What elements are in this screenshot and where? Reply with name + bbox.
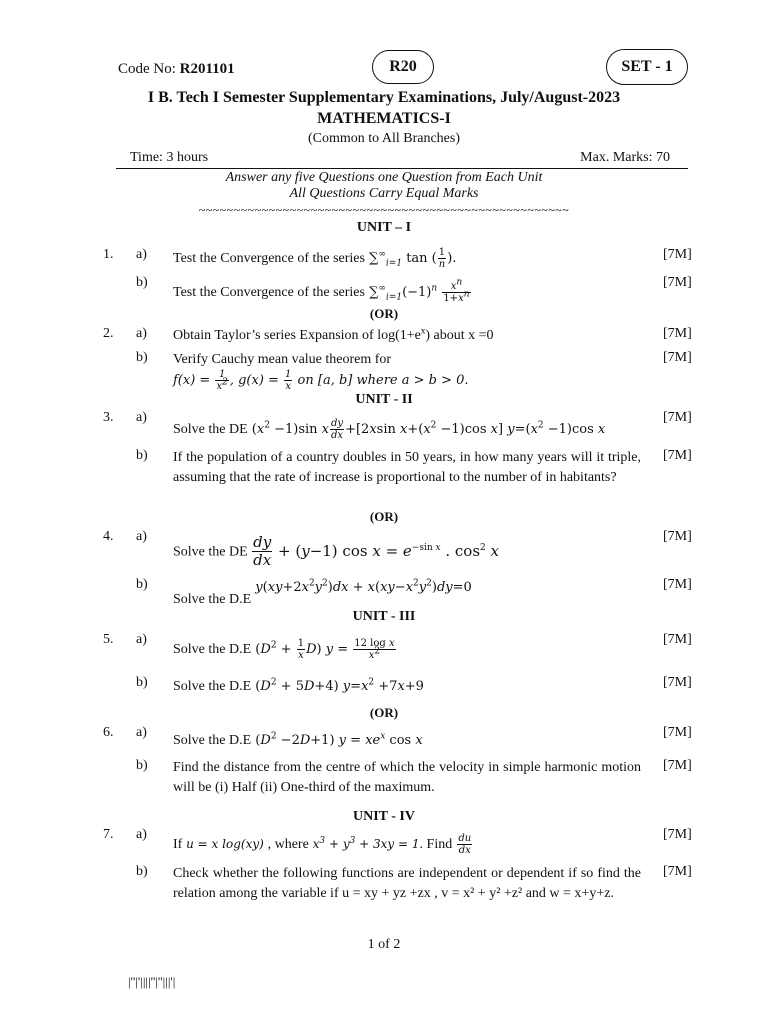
or-separator: (OR) (369, 705, 399, 720)
barcode: |''|'||||''|''|||'| (128, 974, 176, 989)
question-number: 5. (103, 632, 114, 647)
part-label: a) (136, 247, 147, 262)
part-label: a) (136, 326, 147, 341)
code-number: Code No: R201101 (118, 61, 235, 77)
question-1b: Test the Convergence of the series $\sum^\infty_{i=1}(-1)^n$ $\frac{x^n}{1+x^n}$ (173, 277, 470, 304)
part-label: b) (136, 350, 148, 365)
marks-badge: [7M] (663, 326, 692, 341)
marks-badge: [7M] (663, 725, 692, 740)
part-label: b) (136, 758, 148, 773)
question-5a: Solve the D.E ($D^2$ + $\frac{1}{x}$ D) y = $\frac{\text{12 log x}}{x^2}$ (173, 638, 395, 661)
question-number: 7. (103, 827, 114, 842)
instruction-line-2: All Questions Carry Equal Marks (289, 186, 479, 201)
question-number: 2. (103, 326, 114, 341)
exam-title: I B. Tech I Semester Supplementary Examinations, July/August-2023 (147, 89, 621, 106)
marks-badge: [7M] (663, 410, 692, 425)
question-7a: If u = x log(xy) , where $x^3 + y^3 + 3xy = 1$. Find $\frac{du}{dx}$ (173, 833, 472, 856)
question-3a: Solve the DE $(x^2 -1)\sin$ x $\frac{dy}{dx}$ +[2xsin $x+(x^2 -1)\cos$ x] $y=(x^2 -1)\cos$ x (173, 418, 606, 441)
question-3b: If the population of a country doubles in 50 years, in how many years will it triple, assuming that the rate of increase is proportional to the number of in habitants? (173, 450, 641, 485)
time-label: Time: 3 hours (130, 150, 209, 165)
marks-badge: [7M] (663, 448, 692, 463)
question-number: 4. (103, 529, 114, 544)
question-2b-formula: f(x) = $\frac{1}{x^2}$ , g(x) = $\frac{1}{x}$ on [a, b] where a > b > 0. (173, 369, 469, 392)
part-label: b) (136, 275, 148, 290)
part-label: a) (136, 632, 147, 647)
or-separator: (OR) (369, 306, 399, 321)
marks-badge: [7M] (663, 632, 692, 647)
question-number: 1. (103, 247, 114, 262)
common-note: (Common to All Branches) (307, 131, 461, 146)
unit-4-heading: UNIT - IV (353, 809, 415, 824)
question-6b: Find the distance from the centre of which the velocity in simple harmonic motion will be (i) Half (ii) One-third of the maximum. (173, 760, 641, 795)
question-number: 3. (103, 410, 114, 425)
regulation-badge: R20 (372, 50, 434, 84)
or-separator: (OR) (369, 509, 399, 524)
question-2b: Verify Cauchy mean value theorem for (173, 352, 392, 367)
marks-badge: [7M] (663, 247, 692, 262)
marks-badge: [7M] (663, 758, 692, 773)
question-4a: Solve the DE $\frac{dy}{dx}$ + (y−1) $\cos x = e^{-sin x}$ . $\cos^2 x$ (173, 533, 499, 569)
part-label: a) (136, 410, 147, 425)
subject-title: MATHEMATICS-I (317, 110, 451, 127)
marks-badge: [7M] (663, 350, 692, 365)
page-number: 1 of 2 (367, 937, 401, 952)
unit-1-heading: UNIT – I (356, 220, 412, 235)
marks-badge: [7M] (663, 275, 692, 290)
question-2a: Obtain Taylor’s series Expansion of $\log(1+e^x)$ about x =0 (173, 325, 494, 343)
tilde-divider: ~~~~~~~~~~~~~~~~~~~~~~~~~~~~~~~~~~~~~~~~~~~~~~~~~~~~~ (198, 203, 570, 217)
marks-badge: [7M] (663, 529, 692, 544)
question-number: 6. (103, 725, 114, 740)
part-label: b) (136, 864, 148, 879)
question-7b: Check whether the following functions are independent or dependent if so find the relation among the variable if u = xy + yz +zx , v = x² + y² +z² and w = x+y+z. (173, 866, 641, 901)
part-label: a) (136, 827, 147, 842)
marks-badge: [7M] (663, 577, 692, 592)
max-marks-label: Max. Marks: 70 (580, 150, 670, 165)
question-1a: Test the Convergence of the series $\sum^\infty_{i=1}$ tan ( $\frac{1}{n}$ ). (173, 247, 457, 270)
unit-3-heading: UNIT - III (352, 609, 416, 624)
unit-2-heading: UNIT - II (355, 392, 413, 407)
part-label: b) (136, 675, 148, 690)
header-divider (116, 168, 688, 169)
instruction-line-1: Answer any five Questions one Question from Each Unit (225, 170, 543, 185)
set-badge: SET - 1 (606, 49, 688, 85)
question-5b: Solve the D.E $(D^2 + 5D+4)$ $y=x^2 +7x+9$ (173, 677, 424, 694)
part-label: b) (136, 448, 148, 463)
marks-badge: [7M] (663, 827, 692, 842)
marks-badge: [7M] (663, 864, 692, 879)
question-6a: Solve the D.E $(D^2 -2D+1) y = xe^x$ cos x (173, 731, 423, 748)
question-4b: Solve the D.E $y(xy+2x^2y^2)dx + x(xy-x^2y^2)dy=0$ (173, 578, 472, 607)
part-label: b) (136, 577, 148, 592)
marks-badge: [7M] (663, 675, 692, 690)
part-label: a) (136, 529, 147, 544)
part-label: a) (136, 725, 147, 740)
